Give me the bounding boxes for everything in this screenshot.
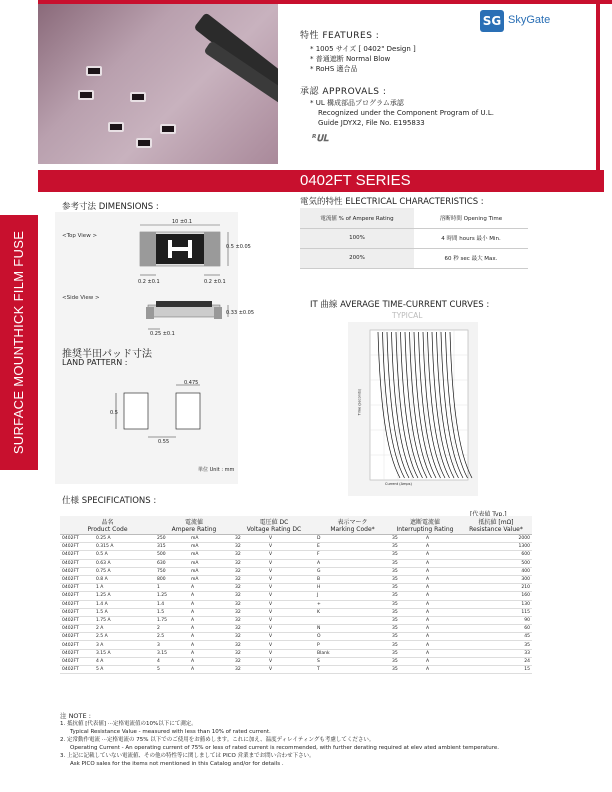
table-cell: + [315,600,390,608]
table-cell: 500 mA [155,551,233,559]
table-cell: 35 A [390,649,460,657]
table-row [60,551,532,559]
chip-image [160,124,176,134]
table-cell: 1.5 A [155,608,233,616]
features-title: 特性 FEATURES : [300,31,380,41]
curves-title: IT 曲線 AVERAGE TIME-CURRENT CURVES : [310,300,490,310]
chip-image [130,92,146,102]
table-cell: 115 [460,608,532,616]
approvals-title: 承認 APPROVALS : [300,87,387,97]
table-cell: 35 A [390,567,460,575]
table-row [60,641,532,649]
note-line: 1. 抵抗値 [代表値] ···定格電流值の10%以下にて測定。 [60,721,197,727]
table-cell: 24 [460,657,532,665]
dimensions-title: 参考寸法 DIMENSIONS : [62,202,159,212]
table-cell: 32 V [233,543,315,551]
table-cell: J [315,592,390,600]
table-cell: 750 mA [155,567,233,575]
note-line: Ask PICO sales for the items not mentioned in this Catalog and/or for details . [70,761,284,767]
dim-term-left: 0.2 ±0.1 [138,279,160,285]
table-cell [315,616,390,624]
table-row [60,666,532,674]
table-cell: B [315,575,390,583]
table-cell: 32 V [233,616,315,624]
note-line: Typical Resistance Value - measured with less than 10% of rated current. [70,729,271,735]
table-cell: T [315,666,390,674]
table-cell: 32 V [233,625,315,633]
right-border [596,0,600,192]
table-cell: 32 V [233,551,315,559]
product-photo [38,4,278,164]
table-cell: 1.4 A [155,600,233,608]
table-cell: 90 [460,616,532,624]
approval-line: Guide JDYX2, File No. E195833 [318,119,425,127]
table-row [300,228,528,248]
chip-image [108,122,124,132]
electrical-title: 電気的特性 ELECTRICAL CHARACTERISTICS : [300,197,484,207]
table-cell: 3.15 A [155,649,233,657]
table-cell: 32 V [233,575,315,583]
table-header [60,516,532,535]
table-row [60,584,532,592]
table-cell: 35 A [390,616,460,624]
table-cell: 35 A [390,666,460,674]
chart-ylabel: Time (seconds) [357,388,362,416]
table-cell: 32 V [233,608,315,616]
table-cell: 0402FT 3.15 A [60,649,155,657]
table-cell: O [315,633,390,641]
table-cell: 200% [300,248,414,268]
note-line: 3. 上記に記載していない電流値、その他の特性等に関しましては PICO 営業までお問い合わせ下さい。 [60,753,315,759]
table-cell: 0402FT 2.5 A [60,633,155,641]
table-cell: 4 A [155,657,233,665]
table-cell: 0402FT 3 A [60,641,155,649]
unit-note: 単位 Unit : mm [198,467,235,473]
column-header: 電圧値 DC Voltage Rating DC [233,516,315,535]
table-cell: 210 [460,584,532,592]
table-cell: G [315,567,390,575]
table-cell: 32 V [233,641,315,649]
specs-table [60,516,532,674]
table-cell: 60 秒 sec 最大 Max. [414,248,528,268]
feature-item: * 1005 サイズ [ 0402" Design ] [310,45,416,53]
table-cell: 4 時間 hours 最小 Min. [414,228,528,248]
table-cell: 60 [460,625,532,633]
side-title: SURFACE MOUNTHICK FILM FUSE [11,230,27,455]
land-gap-dim: 0.55 [158,439,170,445]
table-cell: 35 A [390,608,460,616]
table-row [60,575,532,583]
table-cell: 5 A [155,666,233,674]
table-cell: 315 mA [155,543,233,551]
column-header: 溶断時間 Opening Time [414,208,528,228]
column-header: 電流値 % of Ampere Rating [300,208,414,228]
table-cell: H [315,584,390,592]
table-cell: 2.5 A [155,633,233,641]
table-cell: E [315,543,390,551]
table-cell: 0402FT 0.25 A [60,535,155,543]
table-cell: 1 A [155,584,233,592]
table-cell: 500 [460,559,532,567]
table-cell: 0402FT 0.75 A [60,567,155,575]
electrical-table [300,208,528,269]
feature-item: * RoHS 適合品 [310,65,358,73]
logo: SG [480,10,504,32]
table-cell: 130 [460,600,532,608]
table-row [60,633,532,641]
table-cell: 3 A [155,641,233,649]
table-cell: 0402FT 1.25 A [60,592,155,600]
table-cell: 0402FT 0.63 A [60,559,155,567]
table-cell: 32 V [233,559,315,567]
table-cell: 0402FT 0.8 A [60,575,155,583]
table-cell: 35 A [390,575,460,583]
column-header: 遮断電流値 Interrupting Rating [390,516,460,535]
table-cell: 45 [460,633,532,641]
table-cell: 35 A [390,543,460,551]
table-cell: 35 [460,641,532,649]
table-cell: 0402FT 1 A [60,584,155,592]
land-top-dim: 0.475 [184,380,199,386]
table-row [60,600,532,608]
table-row [60,616,532,624]
land-height-dim: 0.5 [110,410,118,416]
dim-side-term: 0.25 ±0.1 [150,331,175,337]
dim-width: 0.5 ±0.05 [226,244,251,250]
table-cell: A [315,559,390,567]
table-cell: 0402FT 4 A [60,657,155,665]
table-cell: 0402FT 2 A [60,625,155,633]
table-row [60,543,532,551]
table-cell: 600 [460,551,532,559]
table-cell: 35 A [390,592,460,600]
table-cell: 300 [460,575,532,583]
table-cell: F [315,551,390,559]
table-cell: 35 A [390,625,460,633]
notes-title: 注 NOTE : [60,712,91,720]
column-header: 抵抗値 [mΩ] Resistance Value* [460,516,532,535]
table-cell: 32 V [233,649,315,657]
chip-image [86,66,102,76]
table-cell: N [315,625,390,633]
table-cell: 1.25 A [155,592,233,600]
table-cell: 100% [300,228,414,248]
table-cell: 32 V [233,592,315,600]
approvals-text [310,98,494,128]
table-cell: 250 mA [155,535,233,543]
table-row [60,657,532,665]
table-cell: 400 [460,567,532,575]
table-cell: P [315,641,390,649]
table-cell: 0402FT 1.4 A [60,600,155,608]
table-cell: 1.75 A [155,616,233,624]
table-cell: 2000 [460,535,532,543]
table-cell: 32 V [233,535,315,543]
table-cell: 32 V [233,600,315,608]
chip-image [78,90,94,100]
time-current-chart [348,322,478,496]
table-cell: 1300 [460,543,532,551]
table-cell: 35 A [390,535,460,543]
table-cell: 0402FT 5 A [60,666,155,674]
features-list [310,44,416,74]
table-cell: 35 A [390,559,460,567]
table-cell: 32 V [233,666,315,674]
table-cell: 35 A [390,657,460,665]
curves-subtitle: TYPICAL [392,311,423,320]
table-row [60,649,532,657]
table-row [60,608,532,616]
table-cell: S [315,657,390,665]
column-header: 品名 Product Code [60,516,155,535]
typ-note: [代表値 Typ.] [470,511,507,518]
table-cell: K [315,608,390,616]
table-cell: 0402FT 0.315 A [60,543,155,551]
column-header: 表示マーク Marking Code* [315,516,390,535]
table-cell: 32 V [233,584,315,592]
table-cell: 35 A [390,551,460,559]
series-title: 0402FT SERIES [300,172,411,189]
table-cell: 35 A [390,641,460,649]
feature-item: * 普通遮断 Normal Blow [310,55,391,63]
table-cell: 35 A [390,633,460,641]
ul-logo: ᴿ𝐔𝐋 [312,134,329,144]
table-cell: 15 [460,666,532,674]
notes [60,712,580,768]
table-cell: 160 [460,592,532,600]
table-cell: Blank [315,649,390,657]
land-title-jp: 推奨半田パッド寸法 [62,349,152,360]
table-row [60,592,532,600]
table-cell: 0402FT 1.5 A [60,608,155,616]
table-cell: 35 A [390,600,460,608]
table-cell: 32 V [233,657,315,665]
logo-name: SkyGate [508,14,551,26]
table-cell: 35 A [390,584,460,592]
table-row [300,248,528,268]
table-cell: 0402FT 1.75 A [60,616,155,624]
specs-title: 仕様 SPECIFICATIONS : [62,496,157,506]
table-row [60,559,532,567]
table-cell: 630 mA [155,559,233,567]
approval-line: * UL 構成部品プログラム承認 [310,99,404,107]
chip-image [136,138,152,148]
table-cell: 32 V [233,567,315,575]
side-view-label: <Side View > [62,295,100,301]
table-cell: 33 [460,649,532,657]
chart-xlabel: Current (Amps) [385,482,412,486]
table-row [60,625,532,633]
table-header [300,208,528,228]
approval-line: Recognized under the Component Program of U.L. [318,109,494,117]
land-title: LAND PATTERN : [62,358,128,367]
table-cell: 32 V [233,633,315,641]
top-view-label: <Top View > [62,233,98,239]
dim-term-right: 0.2 ±0.1 [204,279,226,285]
dim-length: 10 ±0.1 [172,219,193,225]
table-cell: D [315,535,390,543]
note-line: 2. 定常動作電流 ···定格電流の 75% 以下でのご使用をお薦めします。これに加え、温度ディレイティングも考慮してください。 [60,737,375,743]
table-cell: 0402FT 0.5 A [60,551,155,559]
note-line: Operating Current - An operating current of 75% or less of rated current is recommended, with further derating required at elev ated ambient temperature. [70,745,500,751]
table-row [60,535,532,543]
table-cell: 2 A [155,625,233,633]
column-header: 電流値 Ampere Rating [155,516,233,535]
table-cell: 800 mA [155,575,233,583]
table-row [60,567,532,575]
dim-thickness: 0.33 ±0.05 [226,310,255,316]
